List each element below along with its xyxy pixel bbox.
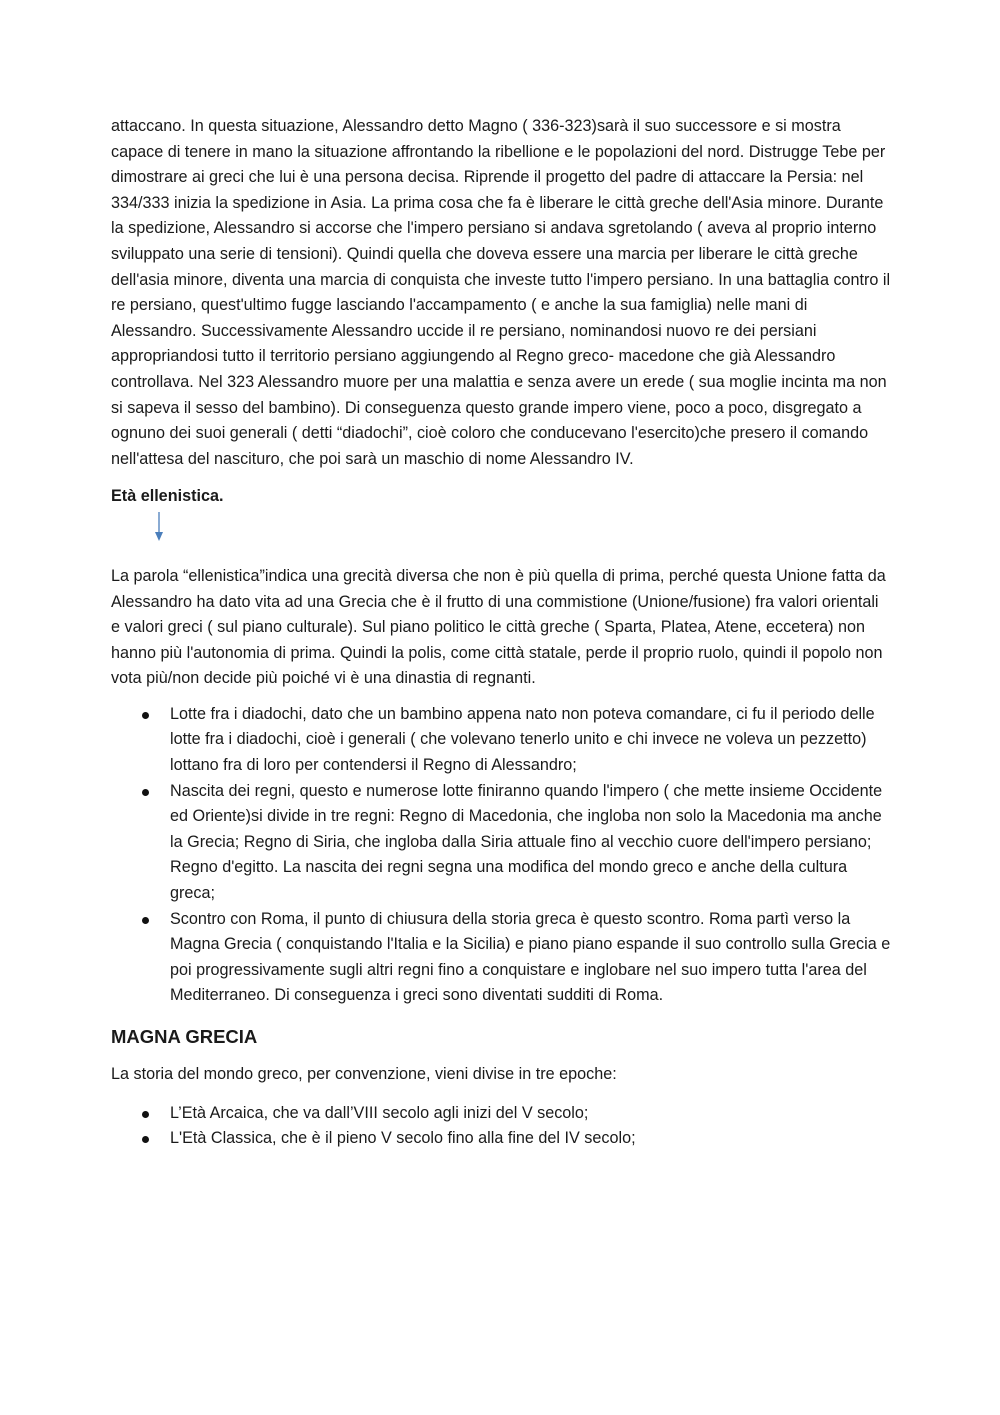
list-item [111, 702, 891, 779]
bullet-icon [142, 712, 149, 719]
section-title-magna-grecia: MAGNA GRECIA [111, 1026, 258, 1047]
list-item-text: Lotte fra i diadochi, dato che un bambino appena nato non poteva comandare, ci fu il periodo delle lotte fra i diadochi, cioè i generali ( che volevano tenerlo unito e chi invece ne voleva un pezzetto) lottano fra di loro per contendersi il Regno di Alessandro; [170, 704, 875, 775]
list-item [111, 907, 891, 1009]
list-item [111, 779, 891, 907]
list-item-text: L'Età Classica, che è il pieno V secolo fino alla fine del IV secolo; [170, 1129, 636, 1148]
document-page [111, 114, 891, 1152]
ellenistica-paragraph: La parola “ellenistica”indica una grecità diversa che non è più quella di prima, perché questa Unione fatta da Alessandro ha dato vita ad una Grecia che è il frutto di una commistione (Unione/fusione) fra valori orientali e valori greci ( sul piano culturale). Sul piano politico le città greche ( Sparta, Platea, Atene, eccetera) non hanno più l'autonomia di prima. Quindi la polis, come città statale, perde il proprio ruolo, quindi il popolo non vota più/non decide più poiché vi è una dinastia di regnanti. [111, 566, 886, 688]
bullet-icon [142, 1111, 149, 1118]
magna-grecia-bullet-list [111, 1101, 891, 1152]
list-item-text: Scontro con Roma, il punto di chiusura della storia greca è questo scontro. Roma partì verso la Magna Grecia ( conquistando l'Italia e la Sicilia) e piano piano espande il suo controllo sulla Grecia e poi progressivamente sugli altri regni fino a conquistare e inglobare nel suo impero tutta l'area del Mediterraneo. Di conseguenza i greci sono diventati sudditi di Roma. [170, 909, 891, 1005]
list-item-text: Nascita dei regni, questo e numerose lotte finiranno quando l'impero ( che mette insieme Occidente ed Oriente)si divide in tre regni: Regno di Macedonia, che ingloba non solo la Macedonia ma anche la Grecia; Regno di Siria, che ingloba dalla Siria attuale fino al vecchio cuore dell'impero persiano; Regno d'egitto. La nascita dei regni segna una modifica del mondo greco e anche della cultura greca; [170, 781, 883, 903]
bullet-icon [142, 1136, 149, 1143]
magna-grecia-paragraph: La storia del mondo greco, per convenzione, vieni divise in tre epoche: [111, 1065, 617, 1083]
down-arrow-icon [149, 510, 169, 544]
ellenistica-bullet-list [111, 702, 891, 1009]
list-item [111, 1101, 891, 1127]
bullet-icon [142, 789, 149, 796]
list-item-text: L’Età Arcaica, che va dall’VIII secolo agli inizi del V secolo; [170, 1103, 589, 1122]
section-title-eta-ellenistica: Età ellenistica. [111, 487, 224, 506]
bullet-icon [142, 917, 149, 924]
intro-paragraph: attaccano. In questa situazione, Alessandro detto Magno ( 336-323)sarà il suo successore e si mostra capace di tenere in mano la situazione affrontando la ribellione e le popolazioni del nord. Distrugge Tebe per dimostrare ai greci che lui è una persona decisa. Riprende il progetto del padre di attaccare la Persia: nel 334/333 inizia la spedizione in Asia. La prima cosa che fa è liberare le città greche dell'Asia minore. Durante la spedizione, Alessandro si accorse che l'impero persiano si andava sgretolando ( aveva al proprio interno sviluppato una serie di tensioni). Quindi quella che doveva essere una marcia per liberare le città greche dell'asia minore, diventa una marcia di conquista che investe tutto l'impero persiano. In una battaglia contro il re persiano, quest'ultimo fugge lasciando l'accampamento ( e anche la sua famiglia) nelle mani di Alessandro. Successivamente Alessandro uccide il re persiano, nominandosi nuovo re dei persiani appropriandosi tutto il territorio persiano aggiungendo al Regno greco- macedone che già Alessandro controllava. Nel 323 Alessandro muore per una malattia e senza avere un erede ( sua moglie incinta ma non si sapeva il sesso del bambino). Di conseguenza questo grande impero viene, poco a poco, disgregato a ognuno dei suoi generali ( detti “diadochi”, cioè coloro che conducevano l'esercito)che presero il comando nell'attesa del nascituro, che poi sarà un maschio di nome Alessandro IV. [111, 117, 891, 468]
list-item [111, 1126, 891, 1152]
